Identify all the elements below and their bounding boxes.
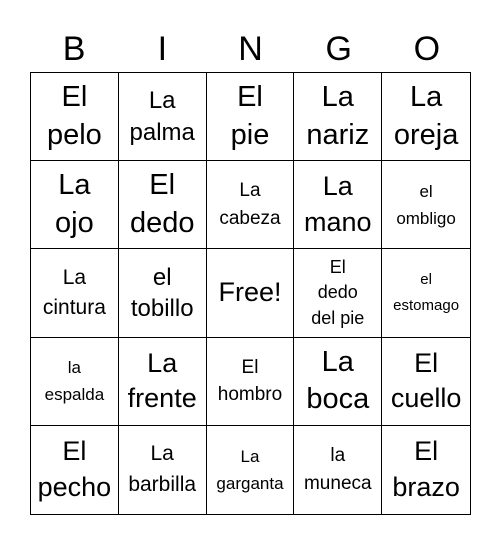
bingo-cell (119, 426, 207, 514)
bingo-cell (207, 161, 295, 249)
cell-text: El brazo (392, 436, 460, 502)
cell-text: La barbilla (128, 442, 197, 496)
cell-text: El dedo (129, 169, 195, 239)
bingo-cell (294, 338, 382, 426)
cell-text: la espalda (44, 358, 105, 405)
header-letter-g: G (325, 30, 352, 68)
bingo-cell (382, 161, 470, 249)
bingo-cell (119, 73, 207, 161)
bingo-header (30, 26, 471, 72)
cell-text: La ojo (55, 169, 94, 239)
cell-text: El hombro (217, 356, 283, 406)
cell-text: La mano (304, 171, 372, 237)
bingo-cell (119, 161, 207, 249)
cell-text: La palma (129, 87, 195, 146)
header-letter-i: I (157, 30, 168, 68)
cell-text: el ombligo (396, 181, 456, 228)
cell-text: La garganta (216, 446, 284, 493)
cell-text: El pecho (37, 436, 112, 502)
cell-text: La oreja (393, 80, 459, 151)
bingo-cell (294, 426, 382, 514)
free-space-text: Free! (218, 277, 282, 308)
cell-text: La frente (127, 347, 197, 414)
cell-text: La cabeza (219, 180, 281, 229)
bingo-cell (31, 338, 119, 426)
bingo-cell (382, 73, 470, 161)
bingo-cell (294, 161, 382, 249)
cell-text: la muneca (303, 445, 372, 494)
bingo-cell (382, 338, 470, 426)
bingo-cell (382, 249, 470, 337)
cell-text: el estomago (393, 271, 460, 314)
bingo-board (30, 72, 471, 515)
cell-text: El pelo (46, 80, 102, 151)
bingo-cell (207, 73, 295, 161)
bingo-cell (31, 161, 119, 249)
bingo-cell (31, 426, 119, 514)
bingo-cell (382, 426, 470, 514)
bingo-cell free-space (207, 249, 295, 337)
cell-text: La boca (306, 345, 370, 416)
cell-text: El pie (230, 80, 270, 151)
cell-text: La nariz (306, 80, 370, 151)
bingo-cell (207, 426, 295, 514)
bingo-cell (294, 73, 382, 161)
bingo-cell (294, 249, 382, 337)
bingo-cell (31, 249, 119, 337)
header-letter-o: O (413, 30, 441, 68)
cell-text: El dedo del pie (311, 257, 365, 328)
header-letter-b: B (62, 30, 86, 68)
bingo-cell (207, 338, 295, 426)
cell-text: el tobillo (130, 263, 194, 322)
header-letter-n: N (238, 30, 263, 68)
bingo-cell (119, 338, 207, 426)
cell-text: El cuello (390, 347, 462, 414)
cell-text: La cintura (42, 265, 106, 319)
bingo-cell (31, 73, 119, 161)
bingo-cell (119, 249, 207, 337)
